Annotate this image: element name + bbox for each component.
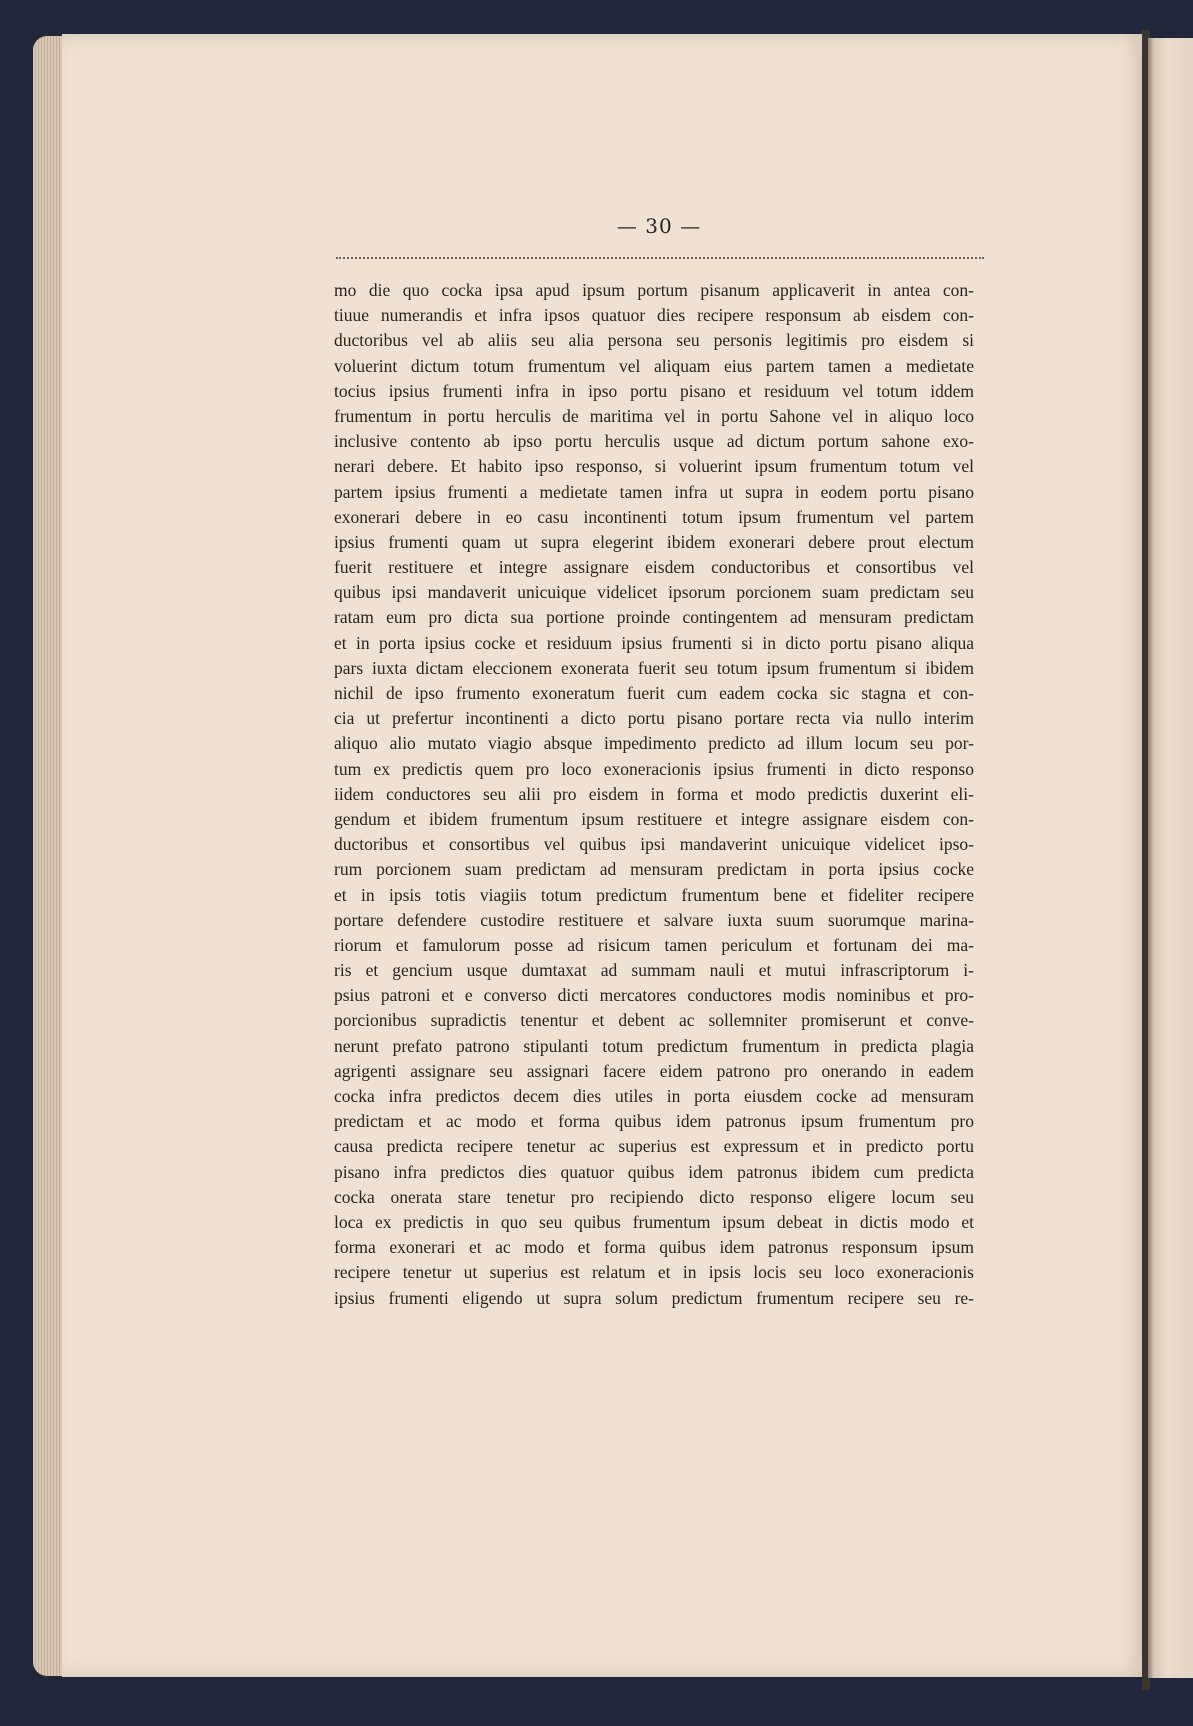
text-line: nerunt prefato patrono stipulanti totum predictum frumentum in predicta plagia <box>334 1035 974 1056</box>
text-line: riorum et famulorum posse ad risicum tamen periculum et fortunam dei ma- <box>334 934 974 955</box>
text-line: et in porta ipsius cocke et residuum ipsius frumenti si in dicto portu pisano aliqua <box>334 632 974 653</box>
text-line: predictam et ac modo et forma quibus idem patronus ipsum frumentum pro <box>334 1111 974 1132</box>
text-line: loca ex predictis in quo seu quibus frumentum ipsum debeat in dictis modo et <box>334 1211 974 1232</box>
text-line: tocius ipsius frumenti infra in ipso portu pisano et residuum vel totum iddem <box>334 380 974 401</box>
text-line: mo die quo cocka ipsa apud ipsum portum pisanum applicaverit in antea con- <box>334 280 974 300</box>
text-line: ipsius frumenti eligendo ut supra solum predictum frumentum recipere seu re- <box>334 1287 974 1308</box>
text-line: ductoribus vel ab aliis seu alia persona seu personis legitimis pro eisdem si <box>334 330 974 351</box>
text-line: cocka onerata stare tenetur pro recipiendo dicto responso eligere locum seu <box>334 1186 974 1207</box>
text-line: rum porcionem suam predictam ad mensuram predictam in porta ipsius cocke <box>334 859 974 880</box>
text-line: inclusive contento ab ipso portu herculis usque ad dictum portum sahone exo- <box>334 431 974 452</box>
text-line: ipsius frumenti quam ut supra elegerint ibidem exonerari debere prout electum <box>334 531 974 552</box>
text-line: forma exonerari et ac modo et forma quibus idem patronus responsum ipsum <box>334 1237 974 1258</box>
text-line: causa predicta recipere tenetur ac superius est expressum et in predicto portu <box>334 1136 974 1157</box>
text-line: iidem conductores seu alii pro eisdem in forma et modo predictis duxerint eli- <box>334 783 974 804</box>
text-line: partem ipsius frumenti a medietate tamen infra ut supra in eodem portu pisano <box>334 481 974 502</box>
text-line: cocka infra predictos decem dies utiles in porta eiusdem cocke ad mensuram <box>334 1086 974 1106</box>
text-line: tiuue numerandis et infra ipsos quatuor dies recipere responsum ab eisdem con- <box>334 305 974 326</box>
text-line: gendum et ibidem frumentum ipsum restituere et integre assignare eisdem con- <box>334 808 974 829</box>
next-page-edge <box>1148 38 1193 1678</box>
text-line: pisano infra predictos dies quatuor quibus idem patronus ibidem cum predicta <box>334 1161 974 1182</box>
text-line: ris et gencium usque dumtaxat ad summam nauli et mutui infrascriptorum i- <box>334 960 974 981</box>
header-dotted-rule <box>336 257 984 259</box>
text-line: tum ex predictis quem pro loco exoneracionis ipsius frumenti in dicto responso <box>334 758 974 779</box>
text-line: frumentum in portu herculis de maritima vel in portu Sahone vel in aliquo loco <box>334 405 974 426</box>
text-line: agrigenti assignare seu assignari facere eidem patrono pro onerando in eadem <box>334 1060 974 1081</box>
page-number: — 30 — <box>616 214 702 238</box>
text-line: exonerari debere in eo casu incontinenti totum ipsum frumentum vel partem <box>334 506 974 527</box>
body-text <box>334 278 974 1311</box>
text-line: psius patroni et e converso dicti mercatores conductores modis nominibus et pro- <box>334 985 974 1006</box>
text-line: quibus ipsi mandaverit unicuique videlicet ipsorum porcionem suam predictam seu <box>334 582 974 603</box>
text-line: nichil de ipso frumento exoneratum fuerit cum eadem cocka sic stagna et con- <box>334 683 974 703</box>
text-line: ratam eum pro dicta sua portione proinde contingentem ad mensuram predictam <box>334 607 974 628</box>
text-line: cia ut prefertur incontinenti a dicto portu pisano portare recta via nullo interim <box>334 708 974 729</box>
text-line: fuerit restituere et integre assignare eisdem conductoribus et consortibus vel <box>334 557 974 578</box>
text-line: voluerint dictum totum frumentum vel aliquam eius partem tamen a medietate <box>334 355 974 376</box>
text-line: recipere tenetur ut superius est relatum et in ipsis locis seu loco exoneracionis <box>334 1262 974 1283</box>
text-line: ductoribus et consortibus vel quibus ipsi mandaverint unicuique videlicet ipso- <box>334 834 974 855</box>
text-line: pars iuxta dictam eleccionem exonerata fuerit seu totum ipsum frumentum si ibidem <box>334 657 974 678</box>
text-line: et in ipsis totis viagiis totum predictum frumentum bene et fideliter recipere <box>334 884 974 905</box>
text-line: aliquo alio mutato viagio absque impedimento predicto ad illum locum seu por- <box>334 733 974 754</box>
text-line: porcionibus supradictis tenentur et debent ac sollemniter promiserunt et conve- <box>334 1010 974 1031</box>
text-line: nerari debere. Et habito ipso responso, si voluerint ipsum frumentum totum vel <box>334 456 974 477</box>
text-line: portare defendere custodire restituere et salvare iuxta suum suorumque marina- <box>334 909 974 930</box>
